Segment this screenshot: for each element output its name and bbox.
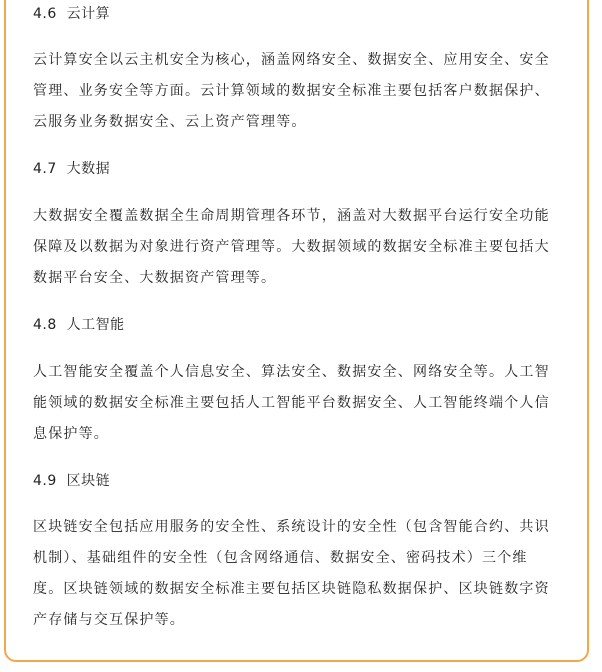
section-paragraph-blockchain xyxy=(33,512,550,636)
paragraph-line: 大数据安全覆盖数据全生命周期管理各环节，涵盖对大数据平台运行安全功能 xyxy=(33,208,550,224)
section-paragraph-ai xyxy=(33,357,550,450)
paragraph-line: 机制）、基础组件的安全性（包含网络通信、数据安全、密码技术）三个维 xyxy=(33,550,528,566)
paragraph-line: 管理、业务安全等方面。云计算领域的数据安全标准主要包括客户数据保护、 xyxy=(33,83,550,99)
paragraph-line: 区块链安全包括应用服务的安全性、系统设计的安全性（包含智能合约、共识 xyxy=(33,519,550,535)
paragraph-line: 云计算安全以云主机安全为核心，涵盖网络安全、数据安全、应用安全、安全 xyxy=(33,52,550,68)
paragraph-line: 数据平台安全、大数据资产管理等。 xyxy=(33,270,277,286)
section-heading-blockchain: 4.9 区块链 xyxy=(33,473,111,489)
section-heading-ai: 4.8 人工智能 xyxy=(33,317,125,333)
paragraph-line: 人工智能安全覆盖个人信息安全、算法安全、数据安全、网络安全等。人工智 xyxy=(33,364,550,380)
paragraph-line: 保障及以数据为对象进行资产管理等。大数据领域的数据安全标准主要包括大 xyxy=(33,239,550,255)
paragraph-line: 度。区块链领域的数据安全标准主要包括区块链隐私数据保护、区块链数字资 xyxy=(33,581,550,597)
paragraph-line: 能领域的数据安全标准主要包括人工智能平台数据安全、人工智能终端个人信 xyxy=(33,395,550,411)
section-heading-bigdata: 4.7 大数据 xyxy=(33,161,111,177)
section-paragraph-cloud xyxy=(33,45,550,138)
paragraph-line: 产存储与交互保护等。 xyxy=(33,612,185,628)
paragraph-line: 息保护等。 xyxy=(33,426,109,442)
section-heading-cloud: 4.6 云计算 xyxy=(33,6,111,22)
section-paragraph-bigdata xyxy=(33,201,550,294)
paragraph-line: 云服务业务数据安全、云上资产管理等。 xyxy=(33,114,307,130)
